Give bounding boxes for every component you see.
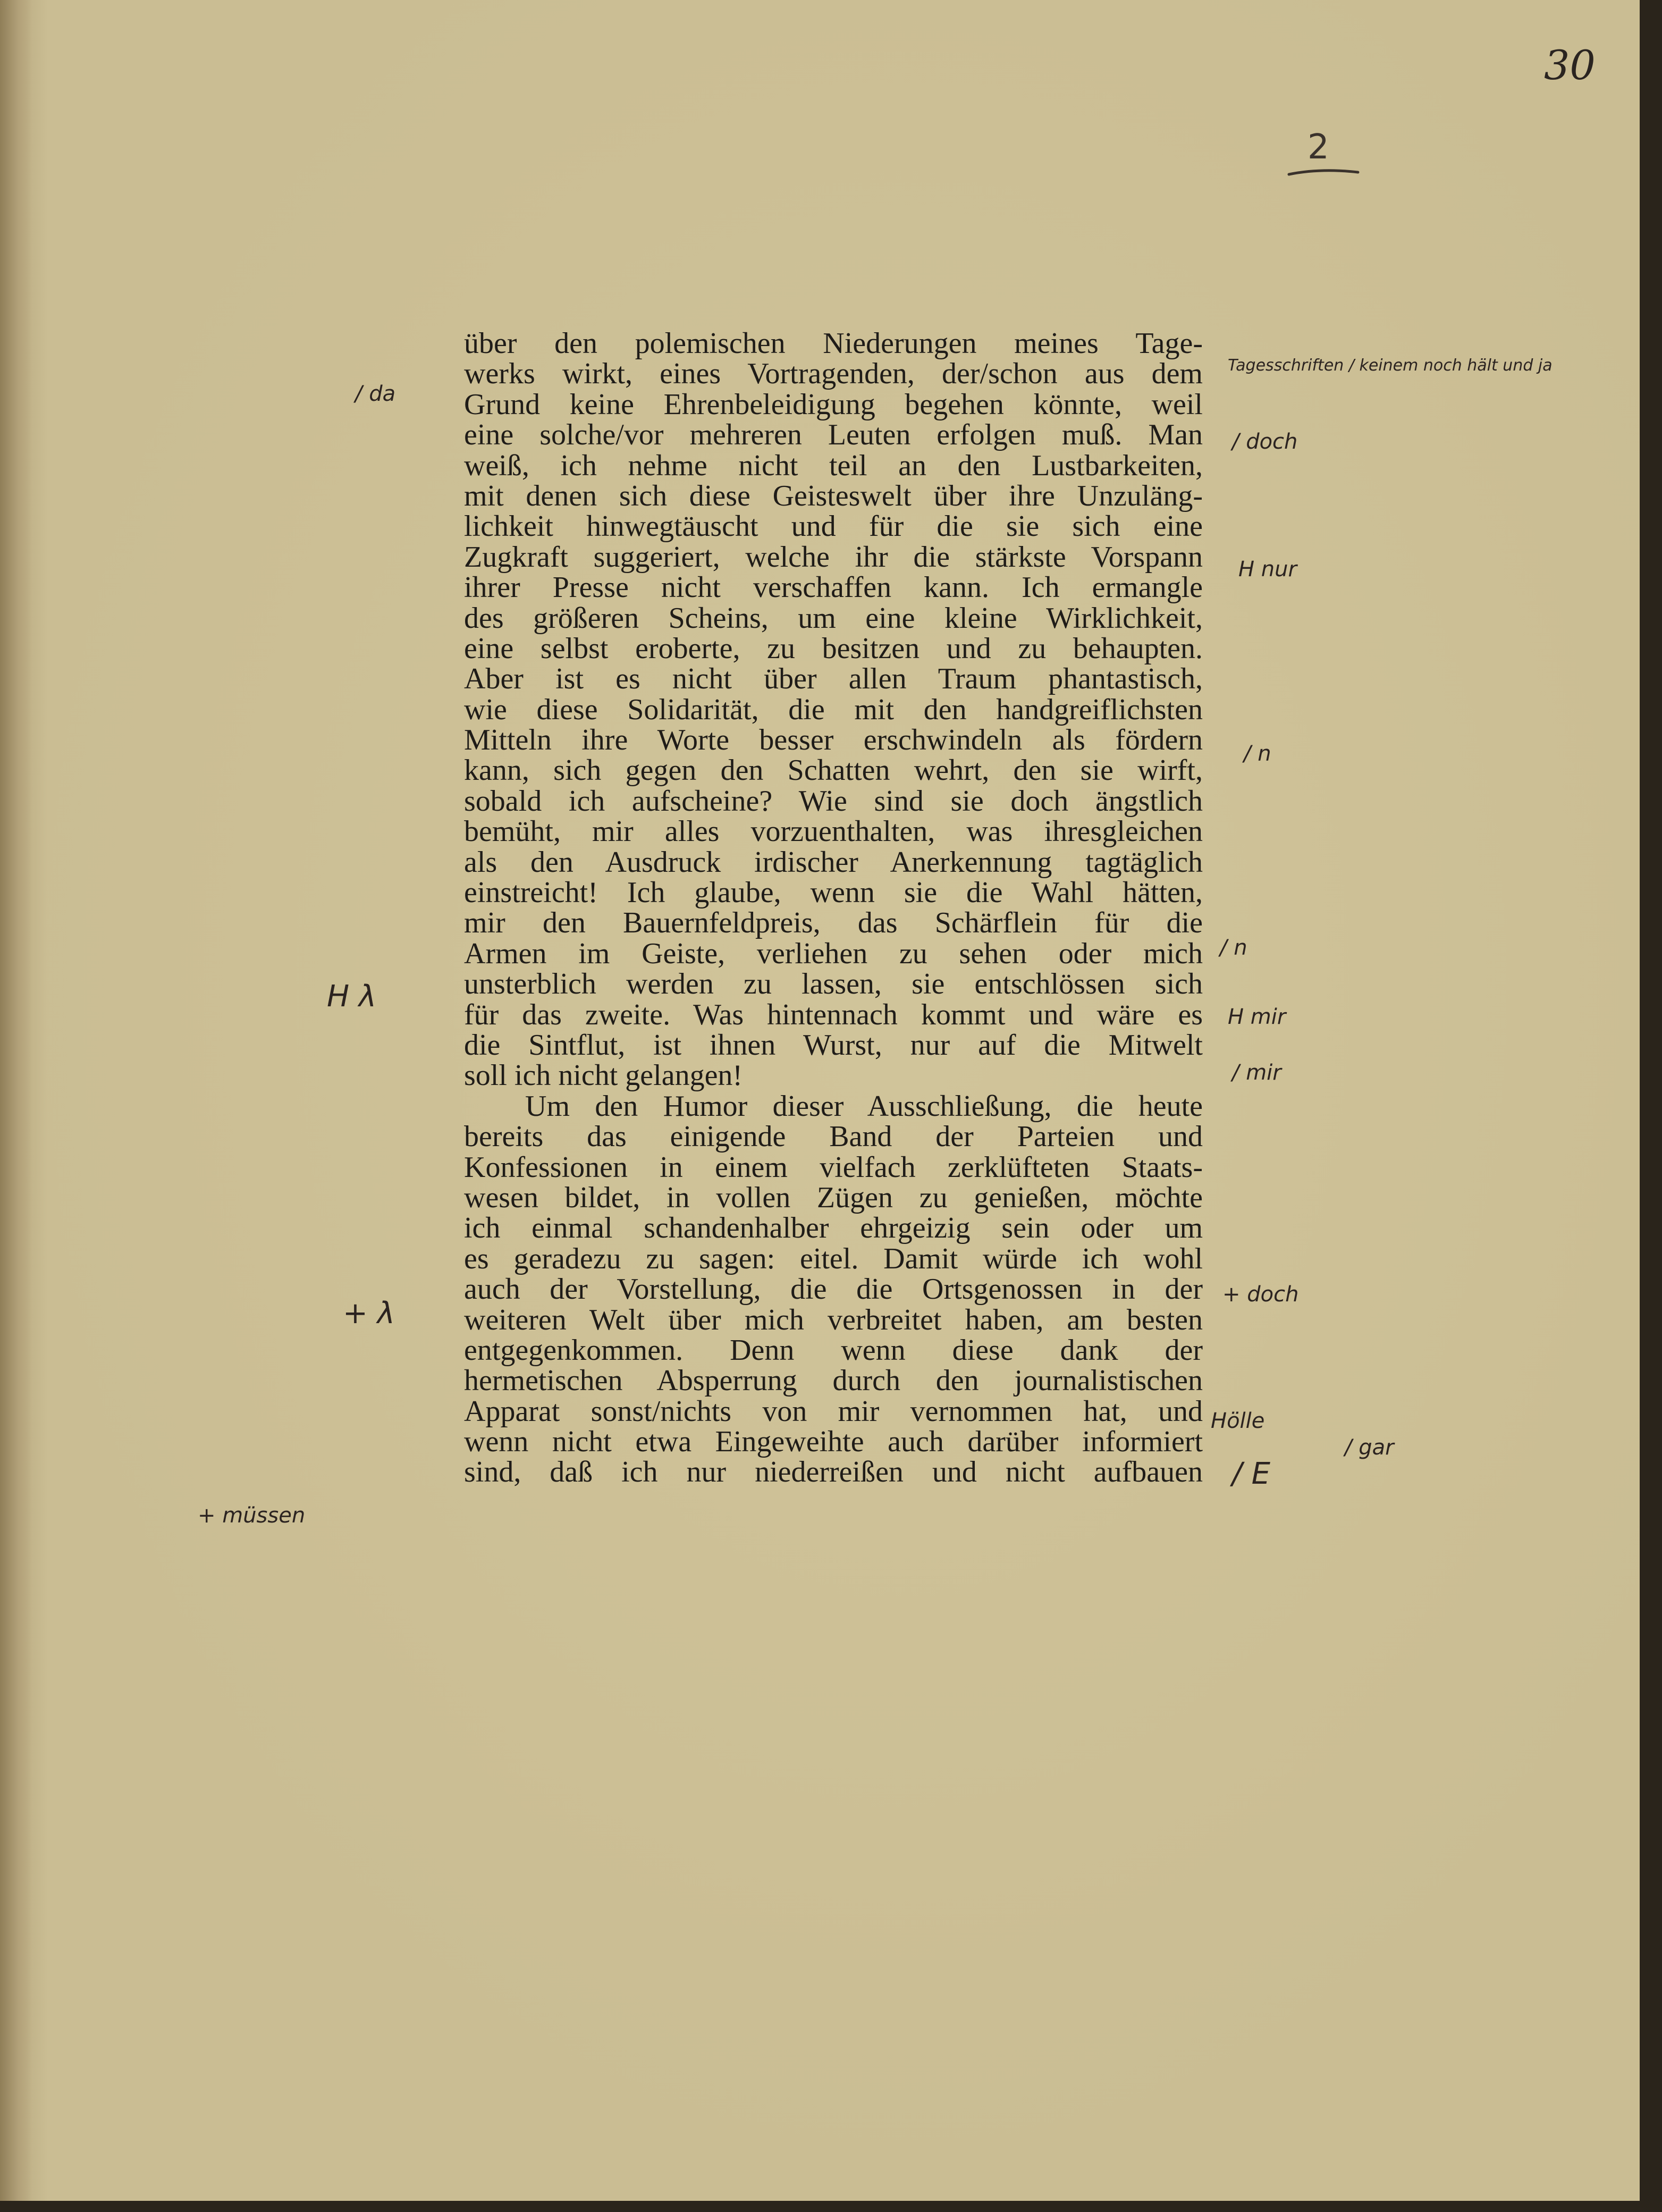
text-line: für das zweite. Was hintennach kommt und wäre es (464, 998, 1203, 1031)
text-line: mit denen sich diese Geisteswelt über ihre Unzuläng- (464, 479, 1203, 512)
binding-shadow (0, 0, 32, 2201)
text-line: mir den Bauernfeldpreis, das Schärflein für die (464, 906, 1203, 940)
pencil-mark-digit: 2 (1307, 128, 1329, 167)
text-line: die Sintflut, ist ihnen Wurst, nur auf die Mitwelt (464, 1028, 1203, 1062)
text-line: auch der Vorstellung, die die Ortsgenossen in der (464, 1273, 1203, 1306)
margin-note-right: + doch (1222, 1282, 1299, 1307)
text-line: werks wirkt, eines Vortragenden, der/schon aus dem (464, 357, 1203, 391)
text-line: ihrer Presse nicht verschaffen kann. Ich ermangle (464, 571, 1203, 604)
margin-note-right: / doch (1232, 430, 1298, 454)
margin-note-right: / gar (1345, 1435, 1394, 1460)
folio-number: 30 (1544, 41, 1596, 89)
text-line: lichkeit hinwegtäuscht und für die sie sich eine (464, 510, 1203, 543)
text-line: weiß, ich nehme nicht teil an den Lustbarkeiten, (464, 449, 1203, 482)
text-line: Grund keine Ehrenbeleidigung begehen könnte, weil (464, 388, 1203, 421)
text-line: bereits das einigende Band der Parteien und (464, 1120, 1203, 1154)
text-line: einstreicht! Ich glaube, wenn sie die Wahl hätten, (464, 876, 1203, 910)
printed-text-block (464, 329, 1203, 1488)
pencil-mark (1284, 121, 1363, 185)
text-line: wesen bildet, in vollen Zügen zu genießen, möchte (464, 1181, 1203, 1214)
margin-note-right: / n (1220, 936, 1247, 960)
text-line: soll ich nicht gelangen! (464, 1059, 743, 1092)
text-line: wie diese Solidarität, die mit den handgreiflichsten (464, 693, 1203, 726)
text-line: unsterblich werden zu lassen, sie entschlössen sich (464, 968, 1203, 1001)
text-line: entgegenkommen. Denn wenn diese dank der (464, 1333, 1203, 1367)
text-line: es geradezu zu sagen: eitel. Damit würde ich wohl (464, 1242, 1203, 1275)
text-line: Konfessionen in einem vielfach zerklüfteten Staats- (464, 1150, 1203, 1184)
text-line: hermetischen Absperrung durch den journalistischen (464, 1364, 1203, 1398)
text-line: bemüht, mir alles vorzuenthalten, was ihresgleichen (464, 815, 1203, 848)
text-line: Mitteln ihre Worte besser erschwindeln als fördern (464, 724, 1203, 757)
text-line: Aber ist es nicht über allen Traum phantastisch, (464, 662, 1203, 696)
margin-note-right: / mir (1232, 1061, 1281, 1085)
margin-note-right: Tagesschriften / keinem noch hält und ja (1228, 356, 1553, 375)
margin-note-right: / E (1232, 1457, 1271, 1491)
margin-note-right: / n (1244, 742, 1271, 766)
text-line: eine solche/vor mehreren Leuten erfolgen muß. Man (464, 418, 1203, 452)
page-edge-right (1640, 0, 1662, 2212)
text-line: sind, daß ich nur niederreißen und nicht aufbauen (464, 1456, 1203, 1489)
text-line: Um den Humor dieser Ausschließung, die heute (525, 1089, 1203, 1123)
margin-note-left: + müssen (198, 1503, 306, 1528)
text-line: Zugkraft suggeriert, welche ihr die stärkste Vorspann (464, 540, 1203, 574)
margin-note-right: H nur (1238, 557, 1297, 582)
text-line: Armen im Geiste, verliehen zu sehen oder mich (464, 937, 1203, 970)
text-line: kann, sich gegen den Schatten wehrt, den sie wirft, (464, 754, 1203, 787)
margin-note-left: H λ (327, 979, 377, 1014)
text-line: weiteren Welt über mich verbreitet haben, am besten (464, 1303, 1203, 1336)
text-line: des größeren Scheins, um eine kleine Wirklichkeit, (464, 601, 1203, 635)
text-line: sobald ich aufscheine? Wie sind sie doch ängstlich (464, 784, 1203, 818)
margin-note-right: Hölle (1211, 1409, 1265, 1433)
text-line: ich einmal schandenhalber ehrgeizig sein oder um (464, 1212, 1203, 1245)
text-line: als den Ausdruck irdischer Anerkennung tagtäglich (464, 845, 1203, 879)
margin-note-right: H mir (1228, 1005, 1286, 1029)
text-line: Apparat sonst/nichts von mir vernommen hat, und (464, 1394, 1203, 1428)
margin-note-left: + λ (343, 1296, 395, 1331)
text-line: eine selbst eroberte, zu besitzen und zu behaupten. (464, 632, 1203, 665)
page-edge-bottom (0, 2201, 1662, 2212)
text-line: wenn nicht etwa Eingeweihte auch darüber informiert (464, 1425, 1203, 1459)
text-line: über den polemischen Niederungen meines Tage- (464, 327, 1203, 360)
margin-note-left: / da (355, 382, 396, 406)
